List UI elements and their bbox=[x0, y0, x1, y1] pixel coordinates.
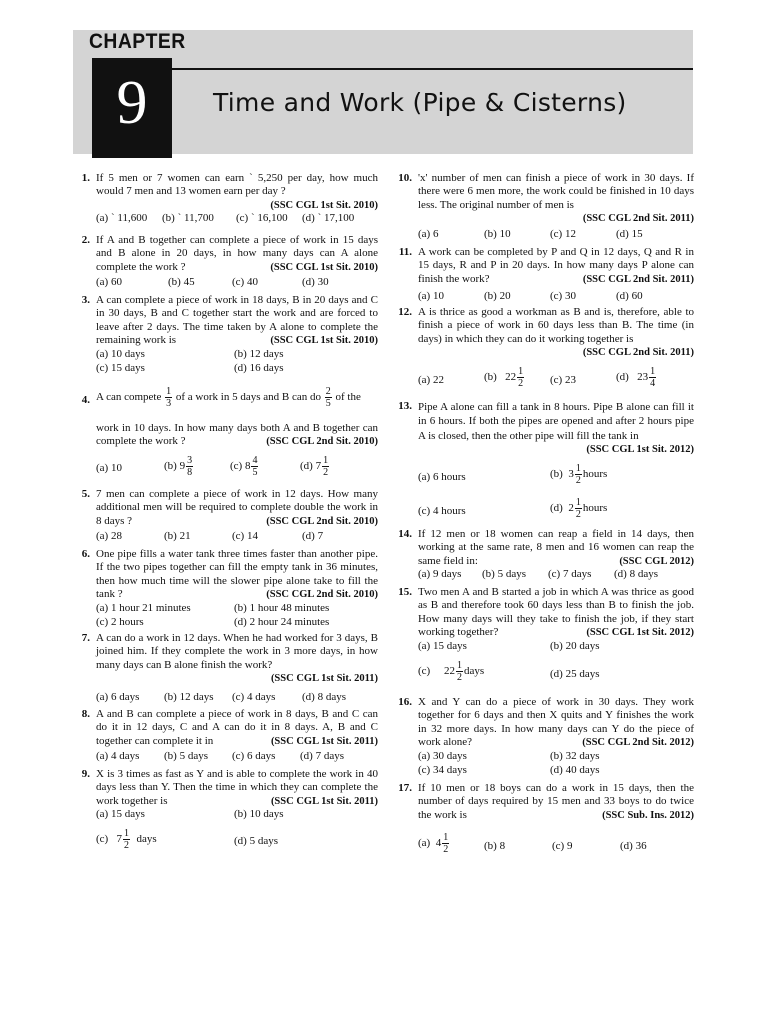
option-c: (c) 8 $\frac{4}{5}$ bbox=[230, 454, 258, 478]
fraction bbox=[165, 386, 172, 409]
option-d: (d) 7 days bbox=[300, 750, 344, 763]
option-b: (b) 21 bbox=[164, 530, 191, 543]
question-text: If A and B together can complete a piece of work in 15 days and B alone in 20 days, in how many days can A alone complete the work ? bbox=[96, 234, 378, 273]
option-d: (d) 5 days bbox=[234, 835, 278, 848]
option-a: (a) 4 days bbox=[96, 750, 140, 763]
option-b: (b) 20 days bbox=[550, 639, 600, 652]
option-a: (a) 28 bbox=[96, 530, 122, 543]
option-c: (c) 14 bbox=[232, 530, 258, 543]
option-b: (b) ` 11,700 bbox=[162, 212, 214, 225]
option-d: (d) 2 $\frac{1}{2}$ hours bbox=[550, 496, 608, 520]
option-c: (c) 7 days bbox=[548, 568, 592, 581]
question-source: (SSC CGL 2nd Sit. 2011) bbox=[582, 273, 694, 285]
option-c: (c) 2 hours bbox=[96, 615, 144, 628]
question-source: (SSC CGL 2012) bbox=[619, 555, 694, 567]
question-14 bbox=[398, 528, 694, 582]
option-b: (b) 20 bbox=[484, 290, 511, 303]
option-c: (c) 6 days bbox=[232, 750, 276, 763]
question-source: (SSC Sub. Ins. 2012) bbox=[602, 809, 694, 821]
question-8 bbox=[81, 708, 378, 764]
question-9 bbox=[81, 768, 378, 858]
chapter-label: CHAPTER bbox=[89, 30, 186, 53]
question-source: (SSC CGL 1st Sit. 2010) bbox=[270, 335, 378, 347]
options bbox=[96, 530, 378, 544]
question-number: 13. bbox=[398, 400, 412, 412]
question-12 bbox=[398, 306, 694, 396]
question-number: 4. bbox=[81, 394, 90, 406]
option-c: (c) 4 hours bbox=[418, 504, 466, 517]
question-7 bbox=[81, 632, 378, 705]
options bbox=[418, 660, 694, 690]
option-a: (a) 60 bbox=[96, 276, 122, 289]
option-c: (c) 9 bbox=[552, 840, 573, 853]
question-number: 11. bbox=[398, 246, 412, 258]
question-10 bbox=[398, 172, 694, 242]
question-source: (SSC CGL 2nd Sit. 2011) bbox=[582, 347, 694, 359]
option-a: (a) ` 11,600 bbox=[96, 212, 148, 225]
question-number: 2. bbox=[81, 234, 90, 246]
fraction-numerator: 2 bbox=[325, 386, 331, 397]
question-number: 7. bbox=[81, 632, 90, 644]
question-number: 1. bbox=[81, 172, 90, 184]
question-text: 'x' number of men can finish a piece of work in 30 days. If there were 6 men more, the work could be finished in 10 days less. The original number of men is bbox=[418, 172, 694, 211]
question-text: A can complete a piece of work in 18 days, B in 20 days and C in 30 days, B and C together start the work and are forced to leave after 2 days. The time taken by A alone to complete the remaining work is bbox=[96, 294, 378, 347]
option-b: (b) 22 $\frac{1}{2}$ bbox=[484, 365, 524, 389]
option-b: (b) 10 days bbox=[234, 808, 284, 821]
question-text: A can do a work in 12 days. When he had worked for 3 days, B joined him. If they complete the work in 3 more days, in how many days can B alone finish the work? bbox=[96, 632, 378, 671]
question-3 bbox=[81, 294, 378, 376]
option-d: (d) 15 bbox=[616, 227, 643, 240]
options bbox=[418, 366, 694, 396]
options bbox=[96, 750, 378, 764]
question-number: 14. bbox=[398, 528, 412, 540]
option-c: (c) 4 days bbox=[232, 690, 276, 703]
option-d: (d) 8 days bbox=[614, 568, 658, 581]
question-number: 15. bbox=[398, 586, 412, 598]
question-text: work in 10 days. In how many days both A and B together can complete the work ? bbox=[96, 422, 378, 448]
option-c: (c) 22 $\frac{1}{2}$ days bbox=[418, 659, 485, 683]
question-4 bbox=[81, 386, 378, 483]
question-source: (SSC CGL 1st Sit. 2012) bbox=[586, 444, 694, 456]
question-source: (SSC CGL 1st Sit. 2010) bbox=[270, 199, 378, 211]
options bbox=[418, 497, 694, 527]
question-6 bbox=[81, 548, 378, 630]
question-source: (SSC CGL 2nd Sit. 2010) bbox=[266, 436, 378, 448]
option-a: (a) 10 bbox=[96, 461, 122, 474]
options bbox=[96, 362, 378, 376]
option-d: (d) 16 days bbox=[234, 361, 284, 374]
question-5 bbox=[81, 488, 378, 544]
option-b: (b) 12 days bbox=[164, 690, 214, 703]
option-a: (a) 15 days bbox=[96, 808, 145, 821]
question-source: (SSC CGL 1st Sit. 2011) bbox=[270, 673, 378, 685]
option-b: (b) 5 days bbox=[482, 568, 526, 581]
option-d: (d) 7 bbox=[302, 530, 324, 543]
options bbox=[96, 691, 378, 705]
option-b: (b) 10 bbox=[484, 227, 511, 240]
option-b: (b) 32 days bbox=[550, 749, 600, 762]
question-text-part: of the bbox=[335, 391, 361, 404]
option-b: (b) 3 $\frac{1}{2}$ hours bbox=[550, 462, 608, 486]
options bbox=[418, 750, 694, 764]
question-source: (SSC CGL 1st Sit. 2011) bbox=[270, 795, 378, 807]
option-d: (d) 7 $\frac{1}{2}$ bbox=[300, 454, 329, 478]
option-d: (d) 23 $\frac{1}{4}$ bbox=[616, 365, 656, 389]
option-b: (b) 12 days bbox=[234, 347, 284, 360]
header-rule bbox=[92, 68, 693, 70]
question-text-part: A can compete bbox=[96, 391, 162, 404]
chapter-title: Time and Work (Pipe & Cisterns) bbox=[213, 88, 627, 117]
question-source: (SSC CGL 1st Sit. 2011) bbox=[270, 735, 378, 747]
option-a: (a) 9 days bbox=[418, 568, 462, 581]
option-c: (c) 30 bbox=[550, 290, 576, 303]
options bbox=[96, 602, 378, 616]
question-source: (SSC CGL 1st Sit. 2010) bbox=[270, 261, 378, 273]
chapter-number: 9 bbox=[116, 69, 148, 137]
option-b: (b) 45 bbox=[168, 276, 195, 289]
fraction-denominator: 3 bbox=[166, 398, 172, 409]
option-c: (c) ` 16,100 bbox=[236, 212, 288, 225]
option-d: (d) 2 hour 24 minutes bbox=[234, 615, 330, 628]
question-source: (SSC CGL 2nd Sit. 2010) bbox=[266, 589, 378, 601]
question-number: 12. bbox=[398, 306, 412, 318]
question-text: A work can be completed by P and Q in 12 days, Q and R in 15 days, R and P in 20 days. In how many days P alone can finish the work? bbox=[418, 246, 694, 285]
option-a: (a) 6 days bbox=[96, 690, 140, 703]
option-d: (d) 25 days bbox=[550, 667, 600, 680]
option-c: (c) 7 $\frac{1}{2}$ days bbox=[96, 828, 157, 852]
question-text: Two men A and B started a job in which A was thrice as good as B and therefore took 60 days less than B to finish the job. How many days will they take to finish the job, if they start working together? bbox=[418, 586, 694, 639]
question-number: 5. bbox=[81, 488, 90, 500]
question-source: (SSC CGL 2nd Sit. 2010) bbox=[266, 515, 378, 527]
option-d: (d) 8 days bbox=[302, 690, 346, 703]
question-number: 3. bbox=[81, 294, 90, 306]
question-number: 16. bbox=[398, 696, 412, 708]
options bbox=[96, 828, 378, 858]
question-number: 8. bbox=[81, 708, 90, 720]
option-c: (c) 23 bbox=[550, 373, 576, 386]
question-text: 7 men can complete a piece of work in 12 days. How many additional men will be required to complete double the work in 8 days ? bbox=[96, 488, 378, 527]
question-number: 10. bbox=[398, 172, 412, 184]
options bbox=[96, 616, 378, 630]
option-a: (a) 15 days bbox=[418, 639, 467, 652]
options bbox=[418, 290, 694, 304]
question-text: Pipe A alone can fill a tank in 8 hours. Pipe B alone can fill it in 6 hours. If both the pipes are opened and after 2 hours pipe A is closed, then the other pipe will fill the tank in bbox=[418, 401, 694, 442]
fraction-denominator: 5 bbox=[325, 398, 331, 409]
options bbox=[96, 455, 378, 483]
option-d: (d) 60 bbox=[616, 290, 643, 303]
option-d: (d) 36 bbox=[620, 840, 647, 853]
option-c: (c) 34 days bbox=[418, 763, 467, 776]
question-source: (SSC CGL 2nd Sit. 2011) bbox=[582, 213, 694, 225]
options bbox=[96, 212, 378, 226]
option-c: (c) 12 bbox=[550, 227, 576, 240]
question-number: 17. bbox=[398, 782, 412, 794]
options bbox=[418, 764, 694, 778]
question-source: (SSC CGL 2nd Sit. 2012) bbox=[582, 737, 694, 749]
question-source: (SSC CGL 1st Sit. 2012) bbox=[586, 627, 694, 639]
option-a: (a) 6 hours bbox=[418, 470, 466, 483]
options bbox=[418, 832, 694, 862]
option-b: (b) 1 hour 48 minutes bbox=[234, 601, 330, 614]
question-2 bbox=[81, 234, 378, 290]
question-number: 6. bbox=[81, 548, 90, 560]
question-15 bbox=[398, 586, 694, 690]
question-11 bbox=[398, 246, 694, 304]
option-a: (a) 10 days bbox=[96, 347, 145, 360]
options bbox=[418, 228, 694, 242]
option-a: (a) 22 bbox=[418, 373, 444, 386]
option-c: (c) 15 days bbox=[96, 361, 145, 374]
chapter-number-box bbox=[92, 58, 172, 158]
option-d: (d) ` 17,100 bbox=[302, 212, 355, 225]
question-17 bbox=[398, 782, 694, 862]
options bbox=[96, 348, 378, 362]
options bbox=[96, 808, 378, 822]
question-text: A and B can complete a piece of work in 8 days, B and C can do it in 12 days, C and A can do it in 8 days. A, B and C together can complete it in bbox=[96, 708, 378, 747]
option-a: (a) 10 bbox=[418, 290, 444, 303]
options bbox=[96, 276, 378, 290]
option-b: (b) 8 bbox=[484, 840, 506, 853]
options bbox=[418, 640, 694, 654]
question-text: X is 3 times as fast as Y and is able to complete the work in 40 days less than Y. Then the time in which they can complete the work together is bbox=[96, 768, 378, 807]
question-13 bbox=[398, 400, 694, 527]
option-a: (a) 6 bbox=[418, 227, 439, 240]
options bbox=[418, 463, 694, 493]
question-text: If 12 men or 18 women can reap a field in 14 days, then working at the same rate, 8 men and 16 women can reap the same field in: bbox=[418, 528, 694, 567]
option-d: (d) 40 days bbox=[550, 763, 600, 776]
question-text bbox=[96, 386, 378, 414]
option-b: (b) 5 days bbox=[164, 750, 208, 763]
fraction bbox=[325, 386, 332, 409]
options bbox=[418, 568, 694, 582]
question-text: X and Y can do a piece of work in 30 days. They work together for 6 days and then X quits and Y finishes the work in 32 more days. In how many days can Y do the piece of work alone? bbox=[418, 696, 694, 749]
option-a: (a) 30 days bbox=[418, 749, 467, 762]
option-b: (b) 9 $\frac{3}{8}$ bbox=[164, 454, 193, 478]
question-16 bbox=[398, 696, 694, 778]
question-text-part: of a work in 5 days and B can do bbox=[175, 391, 321, 404]
option-a: (a) 1 hour 21 minutes bbox=[96, 601, 191, 614]
question-text: If 5 men or 7 women can earn ` 5,250 per day, how much would 7 men and 13 women earn per day ? bbox=[96, 172, 378, 198]
fraction-numerator: 1 bbox=[166, 386, 172, 397]
option-c: (c) 40 bbox=[232, 276, 258, 289]
option-a: (a) 4 $\frac{1}{2}$ bbox=[418, 832, 449, 856]
question-text: A is thrice as good a workman as B and is, therefore, able to finish a piece of work in 60 days less than B. The time (in days) in which they can do it working together is bbox=[418, 306, 694, 345]
question-1 bbox=[81, 172, 378, 226]
option-d: (d) 30 bbox=[302, 276, 329, 289]
question-text: If 10 men or 18 boys can do a work in 15 days, then the number of days required by 15 men and 33 boys to do twice the work is bbox=[418, 782, 694, 821]
question-number: 9. bbox=[81, 768, 90, 780]
question-text: One pipe fills a water tank three times faster than another pipe. If the two pipes together can fill the empty tank in 36 minutes, then how much time will the slower pipe alone take to fill the tank ? bbox=[96, 548, 378, 601]
